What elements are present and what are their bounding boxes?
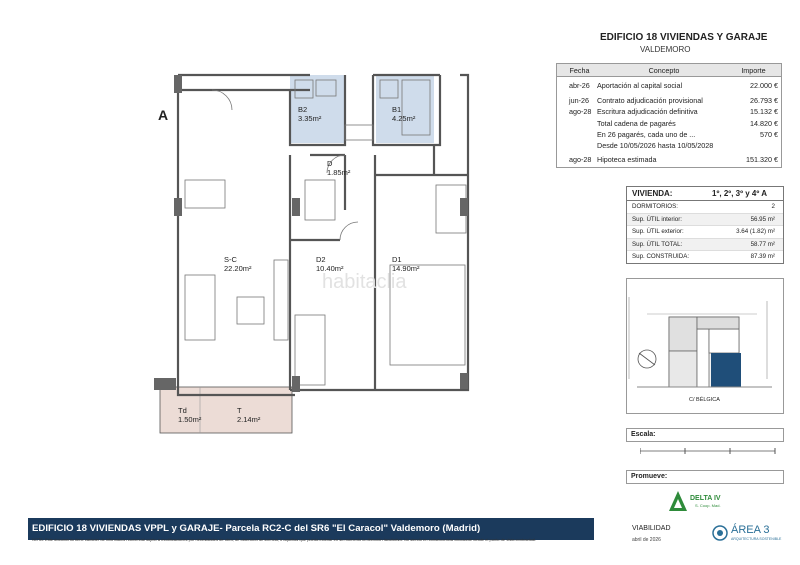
project-location: VALDEMORO [640, 45, 691, 54]
room-td: Td 1.50m² [178, 406, 202, 424]
payments-table [556, 63, 782, 168]
vivienda-header: VIVIENDA: 1º, 2º, 3º y 4º A [627, 187, 783, 201]
vivienda-rows [627, 201, 783, 263]
escala-box: Escala: [626, 428, 784, 442]
table-row: Sup. CONSTRUIDA: 87.39 m² [627, 251, 783, 263]
scale-bar [640, 446, 780, 456]
footer-banner: EDIFICIO 18 VIVIENDAS VPPL y GARAJE- Parcela RC2-C del SR6 "El Caracol" Valdemoro (Madrid) [28, 518, 594, 540]
site-plan [626, 278, 784, 414]
delta-logo: DELTA IV S. Coop. Mad. [668, 490, 728, 514]
table-row: ago-28 Hipoteca estimada 151.320 € [569, 155, 778, 164]
footer-date: abril de 2026 [632, 537, 661, 543]
highlighted-unit [711, 353, 741, 387]
col-importe: Importe [741, 65, 766, 75]
room-t: T 2.14m² [237, 406, 261, 424]
table-row: ago-28 Escritura adjudicación definitiva 15.132 € [569, 107, 778, 116]
room-d2: D2 10.40m² [316, 255, 344, 273]
table-row: Sup. ÚTIL TOTAL: 58.77 m² [627, 239, 783, 252]
project-title: EDIFICIO 18 VIVIENDAS Y GARAJE [600, 32, 768, 43]
room-sc: S-C 22.20m² [224, 255, 252, 273]
viabilidad-label: VIABILIDAD [632, 525, 671, 532]
area3-logo: ÁREA 3 ARQUITECTURA SOSTENIBLE [712, 522, 788, 544]
table-row: Total cadena de pagarés 14.820 € [597, 119, 778, 128]
table-row: Sup. ÚTIL exterior: 3.64 (1.82) m² [627, 226, 783, 239]
table-row: DORMITORIOS: 2 [627, 201, 783, 214]
unit-letter: A [158, 107, 169, 123]
room-b2: B2 3.35m² [298, 105, 322, 123]
col-concepto: Concepto [648, 65, 680, 75]
area3-logo-icon [712, 525, 728, 541]
watermark: habitaclia [322, 271, 407, 293]
col-fecha: Fecha [569, 65, 590, 75]
delta-logo-icon [668, 490, 688, 512]
room-b1: B1 4.25m² [392, 105, 416, 123]
street-label: C/ BÉLGICA [689, 397, 720, 403]
table-row: abr-26 Aportación al capital social 22.000 € [569, 81, 778, 90]
footer-note: NOTA: Este documento tiene carácter de información comercial sujeto a modificaciones por necesidades de obra, de obtención de licencia, o aquellas que pueda estimar en su momento la dirección facultativa. No siendo en consecuencia vinculante desde el punto de vista contractual. [32, 537, 537, 542]
site-plan-drawing [627, 279, 783, 413]
room-d1: D1 14.90m² [392, 255, 420, 273]
table-row: En 26 pagarés, cada uno de ... 570 € [597, 130, 778, 139]
table-row: jun-26 Contrato adjudicación provisional 26.793 € [569, 96, 778, 105]
table-row: Desde 10/05/2026 hasta 10/05/2028 [597, 141, 714, 150]
table-row: Sup. ÚTIL interior: 56.95 m² [627, 214, 783, 227]
vivienda-table [626, 186, 784, 264]
room-d: D 1.85m² [327, 159, 351, 177]
promueve-box: Promueve: [626, 470, 784, 484]
payments-header [557, 64, 781, 77]
